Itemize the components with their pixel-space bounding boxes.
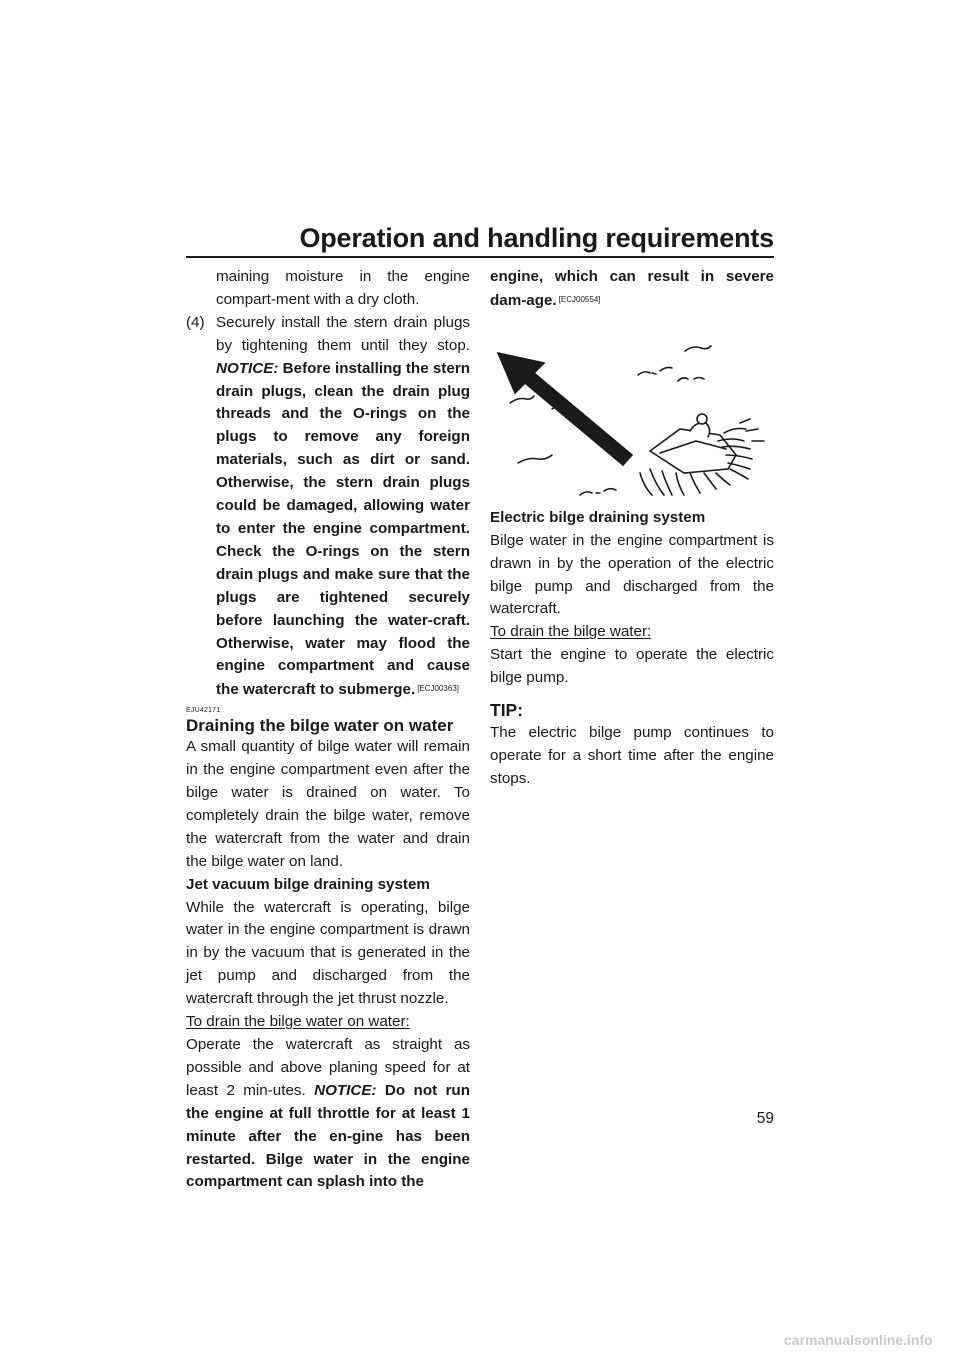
bird-icon	[678, 377, 704, 381]
tip-text: The electric bilge pump continues to operate for a short time after the engine stops.	[490, 724, 774, 787]
direction-arrow-icon	[498, 353, 632, 465]
bird-icon	[518, 455, 552, 463]
operate-notice-label: NOTICE:	[314, 1081, 377, 1099]
watercraft-illustration	[490, 323, 774, 499]
rider-head	[697, 414, 707, 424]
notice-code: [ECJ00363]	[417, 684, 459, 694]
operate-paragraph	[186, 1034, 470, 1194]
jet-vacuum-text: While the watercraft is operating, bilge water in the engine compartment is drawn in by the vacuum that is generated in the jet pump and discharged from the watercraft through the jet thrust nozzle.	[186, 898, 470, 1008]
step-4	[186, 312, 470, 702]
bird-icon	[685, 346, 711, 351]
continued-notice-code: [ECJ00554]	[558, 294, 601, 304]
continued-notice-text: engine, which can result in severe dam-age.	[490, 268, 774, 309]
operate-notice-text: Do not run the engine at full throttle for at least 1 minute after the en-gine has been restarted. Bilge water in the engine compartment can splash into the	[186, 1081, 470, 1191]
drain-heading: To drain the bilge water:	[490, 623, 652, 641]
bird-icon	[638, 367, 672, 375]
section-title: Draining the bilge water on water	[186, 716, 454, 736]
start-engine-text: Start the engine to operate the electric bilge pump.	[490, 646, 774, 687]
page-title: Operation and handling requirements	[299, 223, 774, 253]
tip-title: TIP:	[490, 700, 524, 721]
continued-paragraph: maining moisture in the engine compart-ment with a dry cloth.	[216, 268, 470, 308]
bird-icon	[580, 489, 616, 495]
step-body	[216, 312, 470, 702]
right-column	[490, 266, 774, 791]
jet-vacuum-title: Jet vacuum bilge draining system	[186, 875, 430, 893]
drain-on-water-heading: To drain the bilge water on water:	[186, 1013, 410, 1031]
left-column	[186, 266, 470, 1194]
electric-system-text: Bilge water in the engine compartment is drawn in by the operation of the electric bilge pump and discharged from the watercraft.	[490, 531, 774, 618]
spray-lines	[740, 419, 764, 441]
operate-text: Operate the watercraft as straight as possible and above planing speed for at least 2 min-utes.	[186, 1036, 470, 1099]
notice-text: Before installing the stern drain plugs, clean the drain plug threads and the O-rings on the plugs to remove any foreign materials, such as dirt or sand. Otherwise, the stern drain plugs could be damaged, allowing water to enter the engine compartment. Check the O-rings on the stern drain plugs and make sure that the plugs are tightened securely before launching the water-craft. Otherwise, water may flood the engine compartment and cause the watercraft to submerge.	[216, 359, 471, 699]
section-code: EJU42171	[186, 707, 221, 715]
watercraft-hull	[650, 429, 736, 473]
intro-paragraph: A small quantity of bilge water will remain in the engine compartment even after the bilge water is drained on water. To completely drain the bilge water, remove the watercraft from the water and drain the bilge water on land.	[186, 738, 470, 870]
bird-icon	[510, 396, 534, 403]
watermark: carmanualsonline.info	[784, 1332, 933, 1348]
step-number: (4)	[186, 313, 205, 331]
header-divider	[186, 256, 774, 258]
step-text: Securely install the stern drain plugs by tightening them until they stop.	[216, 313, 470, 354]
notice-label: NOTICE:	[216, 359, 279, 377]
electric-system-title: Electric bilge draining system	[490, 508, 706, 526]
continued-notice	[490, 266, 774, 313]
page-number: 59	[756, 1110, 774, 1127]
